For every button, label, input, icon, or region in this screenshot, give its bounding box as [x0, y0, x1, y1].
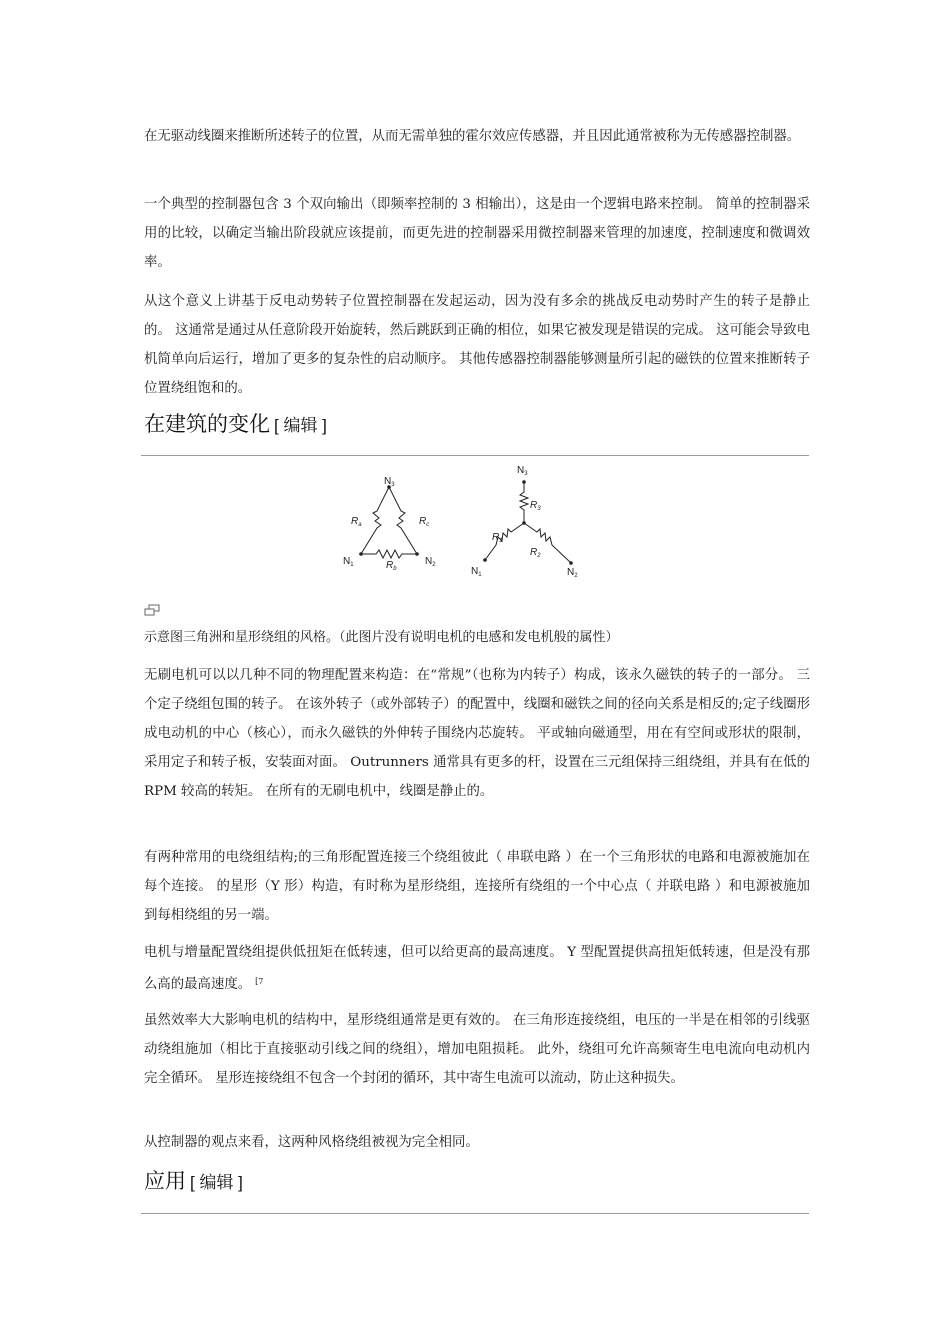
star-winding-diagram — [485, 482, 571, 563]
delta-winding-diagram — [361, 487, 417, 558]
star-label-n1: $N_1$ — [471, 566, 482, 578]
star-center-node — [522, 521, 526, 525]
star-label-r2: $R_2$ — [530, 547, 541, 559]
delta-label-n2: $N_2$ — [425, 556, 436, 568]
delta-label-rb: $R_b$ — [386, 560, 397, 572]
paragraph-back-emf: 从这个意义上讲基于反电动势转子位置控制器在发起运动，因为没有多余的挑战反电动势时产生的转子是静止的。 这通常是通过从任意阶段开始旋转，然后跳跃到正确的相位，如果它被发现是错误的完成。 这可能会导致电机简单向后运行，增加了更多的复杂性的启动顺序。 其他传感器控制器能够测量所引起的磁铁的位置来推断转子位置绕组饱和的。 — [144, 294, 810, 396]
star-label-r3: $R_3$ — [530, 500, 541, 512]
star-label-n2: $N_2$ — [567, 567, 578, 579]
paragraph-typical-controller: 一个典型的控制器包含 3 个双向输出（即频率控制的 3 相输出），这是由一个逻辑电路来控制。 简单的控制器采用的比较，以确定当输出阶段就应该提前，而更先进的控制器采用微控制器来管理的加速度，控制速度和微调效率。 — [144, 197, 810, 270]
section-title: 在建筑的变化 — [144, 412, 270, 436]
edit-link[interactable]: [ 编辑 ] — [274, 416, 327, 435]
delta-node-n1 — [359, 552, 363, 556]
section-divider — [141, 455, 809, 456]
paragraph-efficiency: 虽然效率大大影响电机的结构中，星形绕组通常是更有效的。 在三角形连接绕组，电压的一半是在相邻的引线驱动绕组施加（相比于直接驱动引线之间的绕组），增加电阻损耗。 此外，绕组可允许高频寄生电电流向电动机内完全循环。 星形连接绕组不包含一个封闭的循环，其中寄生电流可以流动，防止这种损失。 — [144, 1013, 810, 1086]
delta-label-n3: $N_3$ — [384, 476, 395, 488]
edit-link[interactable]: [ 编辑 ] — [190, 1173, 243, 1192]
paragraph-sensorless: 在无驱动线圈来推断所述转子的位置，从而无需单独的霍尔效应传感器，并且因此通常被称为无传感器控制器。 — [144, 129, 801, 144]
paragraph-delta-vs-wye — [144, 938, 810, 999]
star-label-n3: $N_3$ — [517, 465, 528, 477]
star-node-n1 — [483, 558, 487, 562]
star-label-r1: $R_1$ — [492, 532, 503, 544]
star-node-n2 — [569, 561, 573, 565]
delta-label-rc: $R_c$ — [419, 516, 430, 528]
section-divider — [141, 1213, 809, 1214]
paragraph-configurations: 无刷电机可以以几种不同的物理配置来构造：在“常规”（也称为内转子）构成，该永久磁铁的转子的一部分。 三个定子绕组包围的转子。 在该外转子（或外部转子）的配置中，线圈和磁铁之间的径向关系是相反的;定子线圈形成电动机的中心（核心），而永久磁铁的外伸转子围绕内芯旋转。 平或轴向磁通型，用在有空间或形状的限制，采用定子和转子板，安装面对面。 Outrunners 通常具有更多的杆，设置在三元组保持三组绕组，并具有在低的 RPM 较高的转矩。 在所有的无刷电机中，线圈是静止的。 — [144, 668, 810, 799]
enlarge-icon[interactable] — [144, 604, 160, 616]
section-heading-applications — [144, 1167, 243, 1197]
delta-label-ra: $R_a$ — [351, 516, 362, 528]
winding-diagram — [339, 462, 589, 586]
delta-label-n1: $N_1$ — [343, 556, 354, 568]
paragraph-winding-structures: 有两种常用的电绕组结构;的三角形配置连接三个绕组彼此（ 串联电路 ）在一个三角形状的电路和电源被施加在每个连接。 的星形（Y 形）构造，有时称为星形绕组，连接所有绕组的一个中心点（ 并联电路 ）和电源被施加到每相绕组的另一端。 — [144, 850, 810, 923]
paragraph-delta-vs-wye-text: 电机与增量配置绕组提供低扭矩在低转速，但可以给更高的最高速度。 Y 型配置提供高扭矩低转速，但是没有那么高的最高速度。 — [144, 945, 810, 992]
delta-node-n2 — [415, 552, 419, 556]
section-title: 应用 — [144, 1169, 186, 1193]
figure-caption: 示意图三角洲和星形绕组的风格。（此图片没有说明电机的电感和发电机般的属性） — [144, 630, 619, 645]
star-node-n3 — [522, 480, 526, 484]
citation-link[interactable]: [7 — [255, 977, 264, 986]
paragraph-controller-view: 从控制器的观点来看，这两种风格绕组被视为完全相同。 — [144, 1135, 479, 1150]
section-heading-construction — [144, 410, 327, 440]
